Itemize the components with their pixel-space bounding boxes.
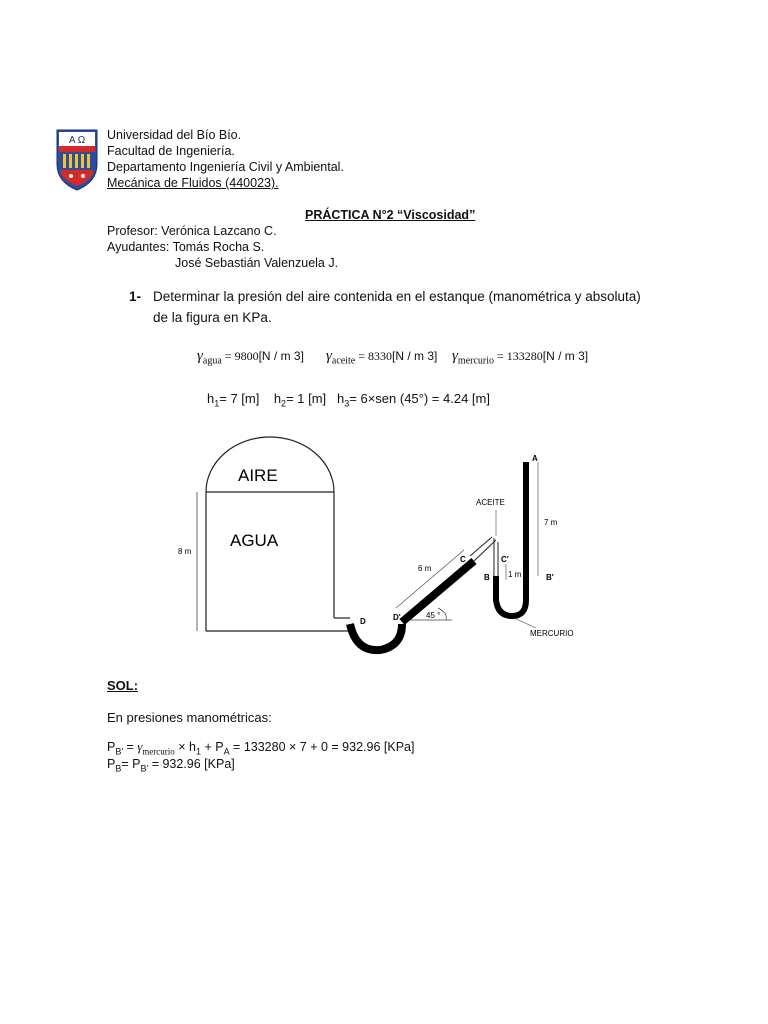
label-agua: AGUA [230, 531, 279, 550]
gamma-water: $\gamma_{agua} = 9800[N / m$ 3] [197, 348, 304, 367]
eq1-pa-sub: A [223, 746, 230, 757]
label-aire: AIRE [238, 466, 278, 485]
faculty-name: Facultad de Ingeniería. [107, 144, 235, 158]
label-mercurio: MERCURIO [530, 629, 574, 638]
eq1-h-sub: 1 [195, 746, 201, 757]
point-dp: D' [393, 613, 401, 622]
professor: Profesor: Verónica Lazcano C. [107, 224, 277, 238]
point-c: C [460, 555, 466, 564]
eq1-plus: + P [200, 740, 224, 754]
eq1-gamma: γ [137, 740, 143, 754]
gamma-oil-unit: [N / m 3] [392, 349, 438, 363]
h3-sub: 3 [344, 398, 350, 409]
gamma-symbol: γ [326, 348, 332, 364]
point-a: A [532, 454, 538, 463]
h2-sub: 2 [281, 398, 287, 409]
heights-line [207, 391, 490, 409]
gamma-symbol: γ [452, 348, 458, 364]
question-line-1: Determinar la presión del aire contenida en el estanque (manométrica y absoluta) [153, 289, 641, 304]
question-number: 1- [129, 289, 142, 304]
point-cp: C' [501, 555, 509, 564]
equation-2 [107, 757, 235, 774]
label-1m: 1 m [508, 570, 522, 579]
gamma-oil-value: 8330 [368, 349, 393, 363]
point-d: D [360, 617, 366, 626]
university-logo [54, 128, 100, 192]
h2-label: h [273, 391, 282, 406]
label-6m: 6 m [418, 564, 432, 573]
eq2-rest: = 932.96 [KPa] [148, 757, 235, 771]
h3-value: = 6×sen (45°) = 4.24 [m] [349, 391, 490, 406]
equation-1 [107, 740, 414, 757]
solution-heading: SOL: [107, 678, 139, 693]
solution-subheading: En presiones manométricas: [107, 710, 272, 725]
eq2-lhs: P [107, 757, 116, 771]
gamma-mercury-sub: mercurio [457, 355, 495, 367]
label-aceite: ACEITE [476, 498, 505, 507]
mercurio-leader [514, 618, 536, 628]
label-angle: 45 ° [426, 611, 441, 620]
eq1-lhs-sub: B' [115, 746, 124, 757]
h3-label: h [337, 391, 345, 406]
department-name: Departamento Ingeniería Civil y Ambiental. [107, 160, 344, 174]
h2-value: = 1 [m] [286, 391, 327, 406]
gamma-oil-sub: aceite [331, 355, 356, 367]
label-7m: 7 m [544, 518, 558, 527]
gamma-water-value: 9800 [234, 349, 259, 363]
gamma-oil: $\gamma_{aceite} = 8330[N / m$ 3] [326, 348, 438, 367]
assistants-2: José Sebastián Valenzuela J. [175, 256, 339, 270]
h1-sub: 1 [214, 398, 220, 409]
h1-label: h [207, 391, 215, 406]
question-line-2: de la figura en KPa. [153, 310, 272, 325]
eq2-mid: = P [121, 757, 141, 771]
gamma-water-unit: [N / m 3] [258, 349, 304, 363]
university-name: Universidad del Bío Bío. [107, 128, 242, 142]
gamma-symbol: γ [197, 348, 203, 364]
logo-text: A Ω [68, 135, 86, 146]
eq1-equals: = [123, 740, 138, 754]
point-b: B [484, 573, 490, 582]
manometer-figure [170, 428, 600, 698]
gamma-water-sub: agua [202, 355, 222, 367]
label-8m: 8 m [178, 547, 192, 556]
left-u-tube [350, 624, 402, 650]
point-bp: B' [546, 573, 554, 582]
eq1-lhs: P [107, 740, 116, 754]
eq1-h: × h [174, 740, 196, 754]
eq2-mid-sub: B' [140, 763, 149, 774]
eq1-rest: = 133280 × 7 + 0 = 932.96 [KPa] [229, 740, 415, 754]
practice-title: PRÁCTICA N°2 “Viscosidad” [305, 208, 476, 222]
gamma-mercury-value: 133280 [506, 349, 543, 363]
gamma-mercury: $\gamma_{mercurio} = 133280[N / m$ 3] [452, 348, 589, 367]
course-name: Mecánica de Fluidos (440023). [107, 176, 279, 190]
gamma-mercury-unit: [N / m 3] [542, 349, 589, 363]
eq1-gamma-sub: mercurio [142, 746, 175, 757]
h1-value: = 7 [m] [219, 391, 260, 406]
eq2-lhs-sub: B [115, 763, 122, 774]
assistants-1: Ayudantes: Tomás Rocha S. [107, 240, 265, 254]
